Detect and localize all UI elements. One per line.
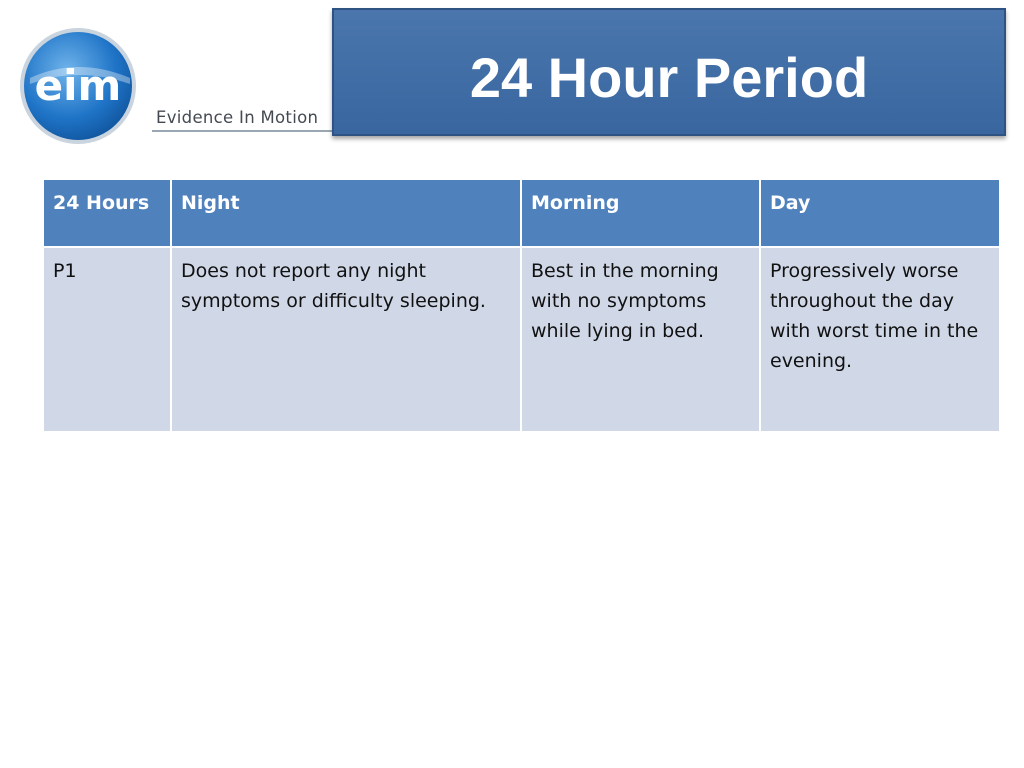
- header-cell-24-hours: 24 Hours: [43, 179, 171, 247]
- table-header-row: [43, 179, 1000, 247]
- logo-tagline: Evidence In Motion: [156, 108, 319, 127]
- title-banner: [332, 8, 1006, 136]
- eim-logo-icon: [18, 26, 148, 146]
- header-cell-day: Day: [760, 179, 1000, 247]
- logo-underline: [152, 130, 332, 132]
- cell-morning: Best in the morning with no symptoms while lying in bed.: [521, 247, 760, 432]
- header-cell-morning: Morning: [521, 179, 760, 247]
- logo-mark: eim: [34, 61, 122, 110]
- cell-day: Progressively worse throughout the day with worst time in the evening.: [760, 247, 1000, 432]
- cell-night: Does not report any night symptoms or difficulty sleeping.: [171, 247, 521, 432]
- logo: [18, 26, 318, 146]
- header-cell-night: Night: [171, 179, 521, 247]
- symptom-table: [42, 178, 1001, 433]
- cell-patient: P1: [43, 247, 171, 432]
- table-row: [43, 247, 1000, 432]
- page-title: 24 Hour Period: [469, 46, 869, 109]
